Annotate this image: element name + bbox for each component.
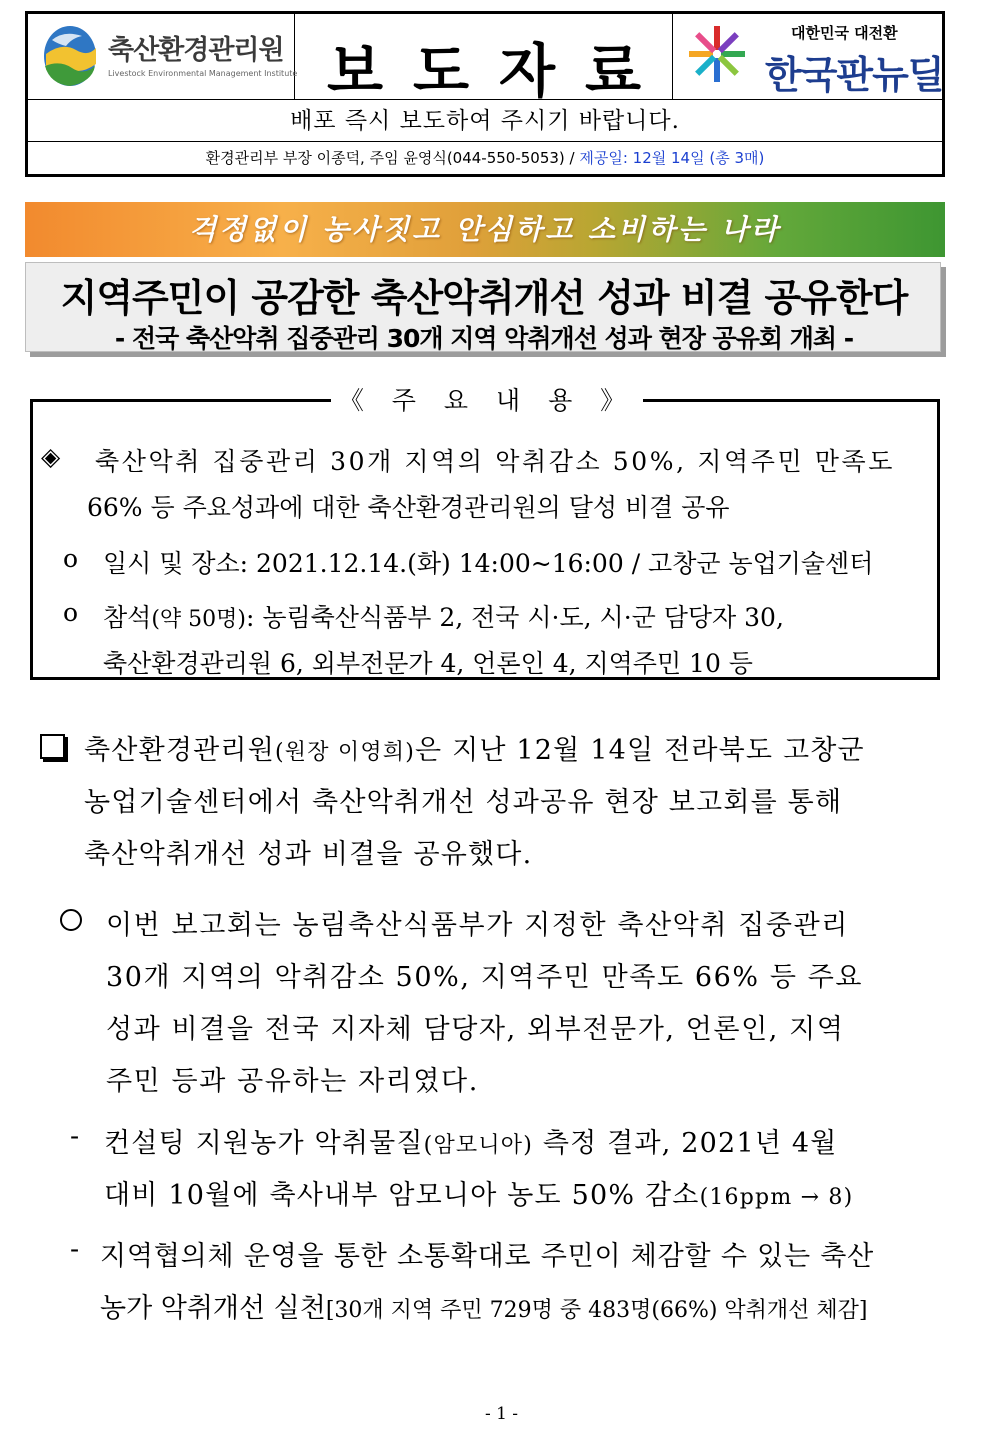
key-point-line-1: 축산악취 집중관리 30개 지역의 악취감소 50%, 지역주민 만족도 xyxy=(95,447,896,476)
attendee-count: (약 50명) xyxy=(151,607,246,632)
detail-1-ppm: (16ppm → 8) xyxy=(699,1185,854,1210)
detail-1-text-a: 컨설팅 지원농가 악취물질 xyxy=(104,1128,424,1159)
detail-1-line-2 xyxy=(104,1173,853,1212)
attendee-bullet: o xyxy=(63,598,79,627)
diamond-bullet-icon: ◈ xyxy=(41,442,61,471)
slogan-text: 걱정없이 농사짓고 안심하고 소비하는 나라 xyxy=(189,213,781,246)
new-deal-slogan: 대한민국 대전환 xyxy=(791,24,898,42)
attendee-line-2: 축산환경관리원 6, 외부전문가 4, 언론인 4, 지역주민 10 등 xyxy=(103,649,753,678)
institute-logo xyxy=(28,14,298,100)
dash-bullet-2: - xyxy=(70,1234,80,1265)
header-top-row xyxy=(28,14,944,105)
institute-english-name: Livestock Environmental Management Institute xyxy=(108,69,298,78)
attendee-list: : 농림축산식품부 2, 전국 시·도, 시·군 담당자 30, xyxy=(245,603,784,632)
director-mention: (원장 이영희) xyxy=(274,740,416,765)
headline-title: 지역주민이 공감한 축산악취개선 성과 비결 공유한다 xyxy=(60,276,908,320)
contact-info: 환경관리부 부장 이종덕, 주임 윤영식(044-550-5053) / xyxy=(205,149,580,167)
key-points-title: 《 주 요 내 용 》 xyxy=(331,382,643,420)
date-bullet: o xyxy=(63,544,79,573)
paragraph-2-line-3: 성과 비결을 전국 지자체 담당자, 외부전문가, 언론인, 지역 xyxy=(106,1014,845,1045)
new-deal-logo xyxy=(673,14,942,100)
attendee-line-1 xyxy=(103,598,784,634)
paragraph-1-text: 은 지난 12월 14일 전라북도 고창군 xyxy=(415,735,865,766)
institute-emblem-icon xyxy=(42,24,98,88)
institute-name: 축산환경관리원 xyxy=(108,35,284,66)
detail-1-ammonia: (암모니아) xyxy=(423,1133,534,1158)
paragraph-2-line-1: 이번 보고회는 농림축산식품부가 지정한 축산악취 집중관리 xyxy=(106,910,849,941)
press-release-title-cell xyxy=(295,14,673,105)
paragraph-2-line-2: 30개 지역의 악취감소 50%, 지역주민 만족도 66% 등 주요 xyxy=(106,962,864,993)
press-header xyxy=(25,11,945,177)
detail-1-result: 대비 10월에 축사내부 암모니아 농도 50% 감소 xyxy=(104,1180,700,1211)
dash-bullet-1: - xyxy=(70,1121,80,1152)
contact-line xyxy=(28,142,942,174)
new-deal-name: 한국판뉴딜 xyxy=(765,53,944,97)
circle-bullet-icon xyxy=(60,909,82,931)
new-deal-star-icon xyxy=(687,24,747,84)
detail-2-line-1: 지역협의체 운영을 통한 소통확대로 주민이 체감할 수 있는 축산 xyxy=(100,1241,874,1272)
date-location-line: 일시 및 장소: 2021.12.14.(화) 14:00~16:00 / 고창군 농업기술센터 xyxy=(103,549,874,578)
key-point-line-2: 66% 등 주요성과에 대한 축산환경관리원의 달성 비결 공유 xyxy=(87,493,730,522)
provided-date: 제공일: 12월 14일 (총 3매) xyxy=(579,149,765,167)
headline-box xyxy=(25,262,941,352)
headline-subtitle: - 전국 축산악취 집중관리 30개 지역 악취개선 성과 현장 공유회 개최 - xyxy=(114,324,854,353)
attendee-label: 참석 xyxy=(103,603,152,632)
key-points-box xyxy=(30,386,940,680)
slogan-banner xyxy=(25,202,945,257)
detail-2-line-2 xyxy=(100,1286,868,1325)
release-notice: 배포 즉시 보도하여 주시기 바랍니다. xyxy=(28,100,942,142)
paragraph-1-line-2: 농업기술센터에서 축산악취개선 성과공유 현장 보고회를 통해 xyxy=(84,787,843,818)
detail-2-text: 농가 악취개선 실천 xyxy=(100,1293,326,1324)
press-release-title: 보도자료 xyxy=(326,37,672,105)
checkbox-bullet-icon xyxy=(40,734,65,759)
paragraph-1-line-1 xyxy=(84,728,865,767)
detail-1-line-1 xyxy=(104,1121,838,1160)
detail-2-stat: [30개 지역 주민 729명 중 483명(66%) 악취개선 체감] xyxy=(325,1298,868,1323)
paragraph-1-line-3: 축산악취개선 성과 비결을 공유했다. xyxy=(84,839,533,870)
paragraph-2-line-4: 주민 등과 공유하는 자리였다. xyxy=(106,1066,479,1097)
institute-mention: 축산환경관리원 xyxy=(84,735,275,766)
detail-1-text-b: 측정 결과, 2021년 4월 xyxy=(533,1128,838,1159)
page-number: - 1 - xyxy=(484,1404,519,1424)
